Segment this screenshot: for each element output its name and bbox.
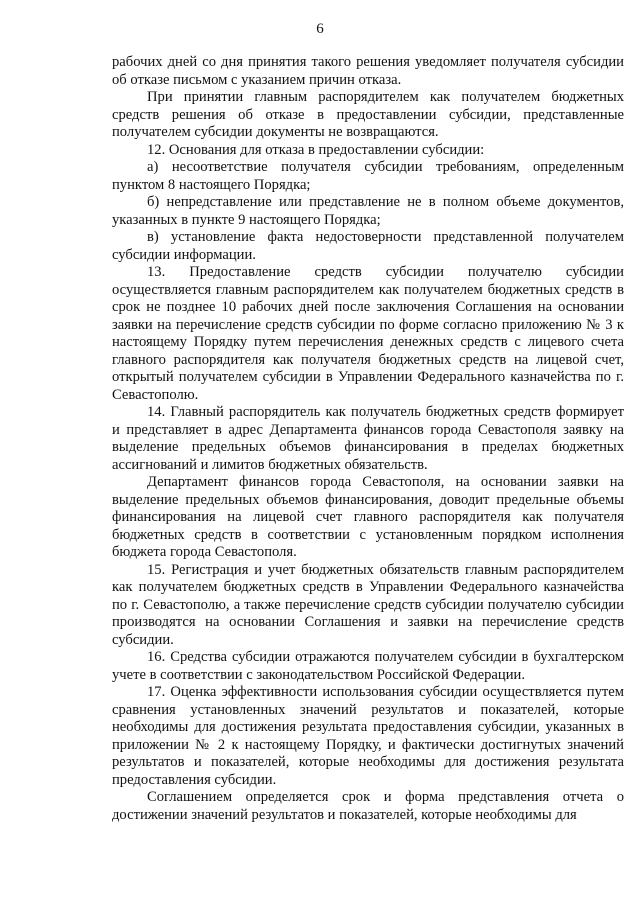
paragraph-item-12-b: б) непредставление или представление не в полном объеме документов, указанных в пункте 9 настоящего Порядка; (112, 194, 624, 228)
paragraph-item-15: 15. Регистрация и учет бюджетных обязательств главным распорядителем как получателем бюджетных средств в Управлении Федерального казначейства по г. Севастополю, а также перечисление средств субсидии получателю субсидии производятся на основании Соглашения и заявки на перечисление средств субсидии. (112, 561, 624, 648)
page-number: 6 (316, 21, 324, 37)
document-body (112, 54, 624, 824)
paragraph-continuation: рабочих дней со дня принятия такого решения уведомляет получателя субсидии об отказе письмом с указанием причин отказа. (112, 54, 624, 88)
paragraph-item-17: 17. Оценка эффективности использования субсидии осуществляется путем сравнения установленных значений результатов и показателей, которые необходимы для достижения результата предоставления субсидии, указанных в приложении № 2 к настоящему Порядку, и фактически достигнутых значений результатов и показателей, которые необходимы для достижения результата предоставления субсидии. (112, 684, 624, 788)
paragraph-item-13: 13. Предоставление средств субсидии получателю субсидии осуществляется главным распорядителем как получателем бюджетных средств в срок не позднее 10 рабочих дней после заключения Соглашения на основании заявки на перечисление средств субсидии по форме согласно приложению № 3 к настоящему Порядку путем перечисления денежных средств с лицевого счета главного распорядителя как получателя бюджетных средств на лицевой счет, открытый получателем субсидии в Управлении Федерального казначейства по г. Севастополю. (112, 264, 624, 403)
paragraph-item-14: 14. Главный распорядитель как получатель бюджетных средств формирует и представляет в адрес Департамента финансов города Севастополя заявку на выделение предельных объемов финансирования в пределах бюджетных ассигнований и лимитов бюджетных обязательств. (112, 404, 624, 473)
paragraph-finance-department: Департамент финансов города Севастополя, на основании заявки на выделение предельных объемов финансирования, доводит предельные объемы финансирования на лицевой счет главного распорядителя как получателя бюджетных средств в соответствии с установленным порядком исполнения бюджета города Севастополя. (112, 474, 624, 560)
paragraph-item-12: 12. Основания для отказа в предоставлении субсидии: (147, 141, 485, 158)
paragraph-item-12-v: в) установление факта недостоверности представленной получателем субсидии информации. (112, 229, 624, 263)
paragraph-item-12-a: а) несоответствие получателя субсидии требованиям, определенным пунктом 8 настоящего Порядка; (112, 159, 624, 193)
paragraph-agreement-report: Соглашением определяется срок и форма представления отчета о достижении значений результатов и показателей, которые необходимы для (112, 789, 624, 823)
paragraph-refusal-documents: При принятии главным распорядителем как получателем бюджетных средств решения об отказе в предоставлении субсидии, представленные получателем субсидии документы не возвращаются. (112, 89, 624, 140)
paragraph-item-16: 16. Средства субсидии отражаются получателем субсидии в бухгалтерском учете в соответствии с законодательством Российской Федерации. (112, 649, 624, 683)
